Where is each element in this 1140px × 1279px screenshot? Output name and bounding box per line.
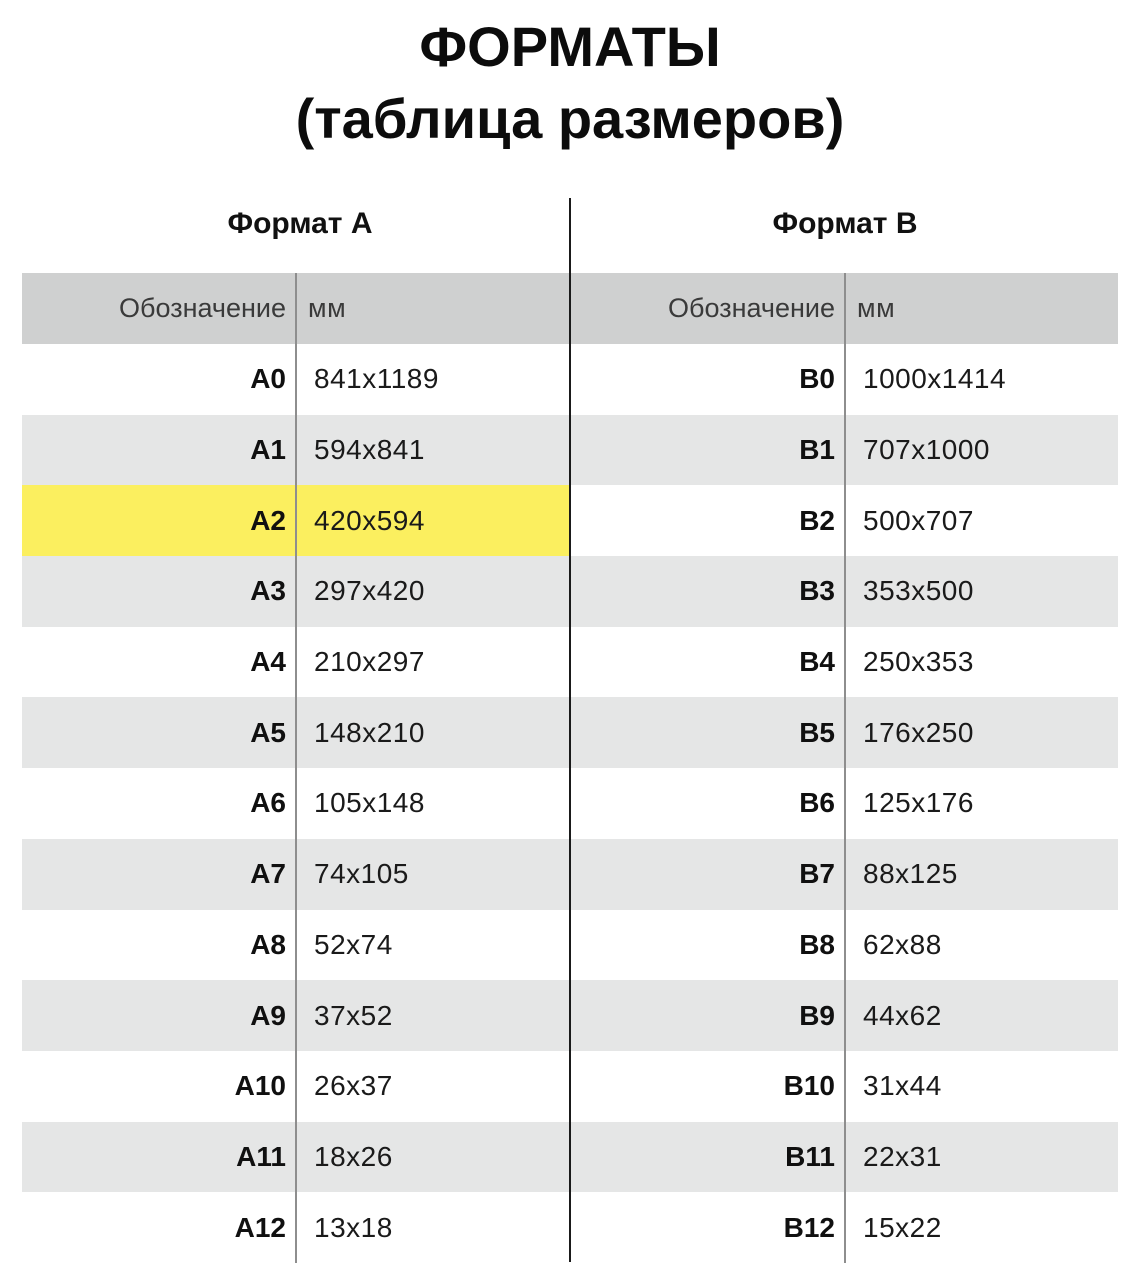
format-designation: B3 bbox=[799, 575, 835, 607]
format-b-table bbox=[571, 273, 1118, 1263]
format-designation: B2 bbox=[799, 504, 835, 536]
format-size-mm: 44x62 bbox=[863, 999, 942, 1031]
page-subtitle: (таблица размеров) bbox=[295, 87, 845, 150]
format-designation: B8 bbox=[799, 928, 835, 960]
column-divider bbox=[844, 273, 846, 1263]
format-size-mm: 15x22 bbox=[863, 1211, 942, 1243]
format-designation: B12 bbox=[783, 1211, 835, 1243]
format-designation: B4 bbox=[799, 646, 835, 678]
format-size-mm: 250x353 bbox=[863, 646, 974, 678]
format-designation: A0 bbox=[250, 363, 286, 395]
format-designation: A8 bbox=[250, 928, 286, 960]
column-header-mm: мм bbox=[857, 293, 896, 323]
format-size-mm: 26x37 bbox=[314, 1070, 393, 1102]
format-size-mm: 88x125 bbox=[863, 858, 958, 890]
format-size-mm: 62x88 bbox=[863, 928, 942, 960]
format-designation: A10 bbox=[234, 1070, 286, 1102]
format-size-mm: 22x31 bbox=[863, 1140, 942, 1172]
format-designation: A4 bbox=[250, 646, 286, 678]
format-designation: B1 bbox=[799, 434, 835, 466]
format-size-mm: 74x105 bbox=[314, 858, 409, 890]
format-size-mm: 353x500 bbox=[863, 575, 974, 607]
format-size-mm: 841x1189 bbox=[314, 363, 439, 395]
format-designation: B9 bbox=[799, 999, 835, 1031]
format-size-mm: 1000x1414 bbox=[863, 363, 1007, 395]
format-size-mm: 500x707 bbox=[863, 504, 974, 536]
page-title: ФОРМАТЫ bbox=[419, 15, 721, 78]
format-size-mm: 52x74 bbox=[314, 928, 393, 960]
format-a-heading: Формат А bbox=[227, 207, 373, 240]
format-size-mm: 18x26 bbox=[314, 1140, 393, 1172]
format-designation: A9 bbox=[250, 999, 286, 1031]
format-designation: A3 bbox=[250, 575, 286, 607]
format-size-mm: 594x841 bbox=[314, 434, 425, 466]
format-designation: A7 bbox=[250, 858, 286, 890]
format-designation: A12 bbox=[234, 1211, 286, 1243]
format-designation: B10 bbox=[783, 1070, 835, 1102]
format-designation: B0 bbox=[799, 363, 835, 395]
format-size-mm: 37x52 bbox=[314, 999, 393, 1031]
format-a-table bbox=[22, 273, 569, 1263]
format-size-mm: 707x1000 bbox=[863, 434, 991, 466]
format-size-mm: 176x250 bbox=[863, 716, 974, 748]
column-divider bbox=[295, 273, 297, 1263]
format-designation: A6 bbox=[250, 787, 286, 819]
format-size-mm: 148x210 bbox=[314, 716, 425, 748]
format-designation: B11 bbox=[785, 1140, 835, 1172]
format-size-mm: 420x594 bbox=[296, 485, 569, 556]
format-b-heading: Формат В bbox=[772, 207, 918, 240]
format-designation: B7 bbox=[799, 858, 835, 890]
format-designation: A11 bbox=[236, 1140, 286, 1172]
format-designation: B6 bbox=[799, 787, 835, 819]
format-size-mm: 297x420 bbox=[314, 575, 425, 607]
column-header-designation: Обозначение bbox=[668, 293, 835, 323]
column-header-designation: Обозначение bbox=[119, 293, 286, 323]
format-designation: B5 bbox=[799, 716, 835, 748]
format-size-mm: 105x148 bbox=[314, 787, 425, 819]
format-size-mm: 125x176 bbox=[863, 787, 974, 819]
format-size-mm: 210x297 bbox=[314, 646, 425, 678]
format-designation: A1 bbox=[250, 434, 286, 466]
format-size-mm: 31x44 bbox=[863, 1070, 942, 1102]
format-designation: A5 bbox=[250, 716, 286, 748]
format-size-mm: 13x18 bbox=[314, 1211, 393, 1243]
format-designation: A2 bbox=[22, 485, 296, 556]
column-header-mm: мм bbox=[308, 293, 347, 323]
